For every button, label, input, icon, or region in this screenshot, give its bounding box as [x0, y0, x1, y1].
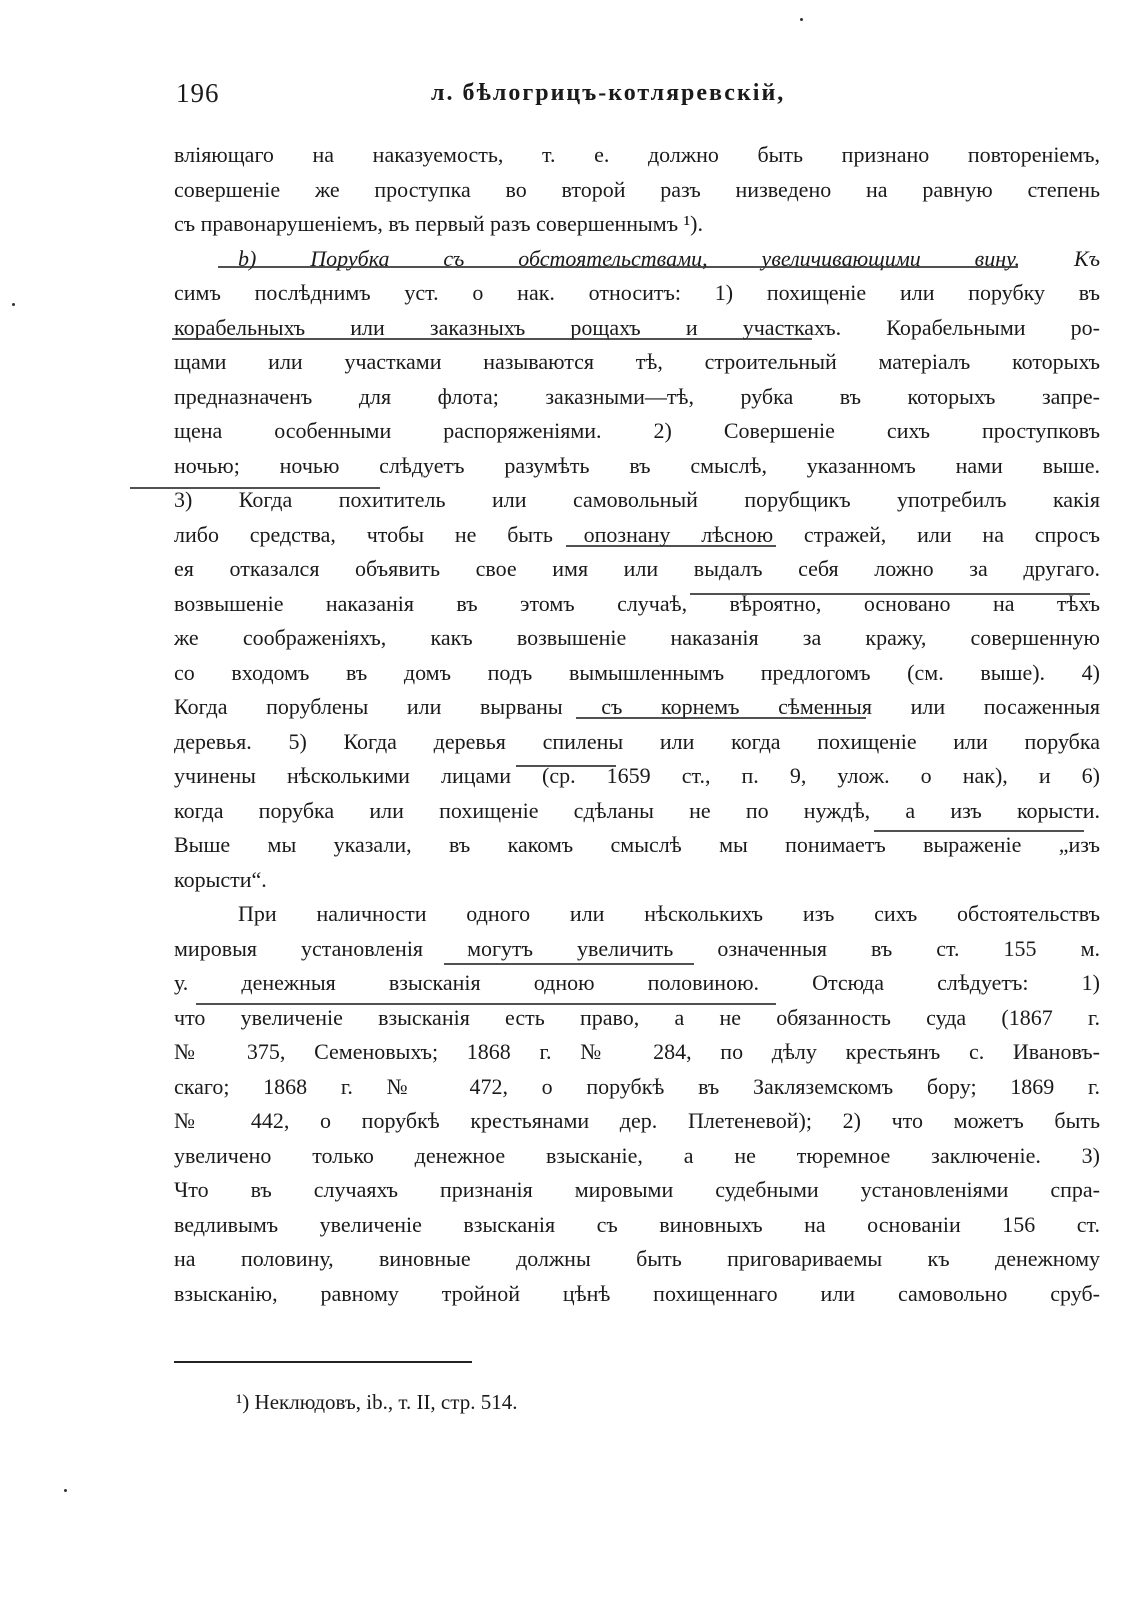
text-line: вліяющаго на наказуемость, т. е. должно быть признано повтореніемъ,: [174, 142, 1100, 167]
text-line: Выше мы указали, въ какомъ смыслѣ мы понимаетъ выраженіе „изъ: [174, 832, 1100, 857]
text-line: что увеличеніе взысканія есть право, а не обязанность суда (1867 г.: [174, 1004, 1100, 1030]
footnote: ¹) Неклюдовъ, ib., т. II, стр. 514.: [236, 1390, 518, 1414]
text-line: учинены нѣсколькими лицами (ср. 1659 ст., п. 9, улож. о нак), и 6): [174, 763, 1100, 788]
text-line: на половину, виновные должны быть приговариваемы къ денежному: [174, 1246, 1100, 1271]
body-text: [174, 138, 1100, 1311]
text-line: При наличности одного или нѣсколькихъ изъ сихъ обстоятельствъ: [238, 901, 1100, 926]
text-line: предназначенъ для флота; заказными—тѣ, рубка въ которыхъ запре-: [174, 383, 1100, 409]
pencil-underline: [130, 487, 380, 489]
text-line: либо средства, чтобы не быть опознану лѣсною стражей, или на спросъ: [174, 521, 1100, 547]
text-line: у. денежныя взысканія одною половиною. Отсюда слѣдуетъ: 1): [174, 970, 1100, 995]
text-line: ночью; ночью слѣдуетъ разумѣть въ смыслѣ, указанномъ нами выше.: [174, 452, 1100, 478]
scan-speck: [64, 1489, 67, 1492]
pencil-underline: [196, 1003, 776, 1005]
text-line: № 442, о порубкѣ крестьянами дер. Плетеневой); 2) что можетъ быть: [174, 1108, 1100, 1133]
scan-speck: [12, 303, 15, 306]
scan-speck: [800, 18, 803, 21]
footnote-rule: [174, 1361, 472, 1363]
text-line: взысканію, равному тройной цѣнѣ похищеннаго или самовольно сруб-: [174, 1280, 1100, 1306]
text-line: ведливымъ увеличеніе взысканія съ виновныхъ на основаніи 156 ст.: [174, 1211, 1100, 1237]
pencil-underline: [690, 593, 1090, 595]
pencil-underline: [516, 765, 616, 767]
text-line: съ правонарушеніемъ, въ первый разъ совершеннымъ ¹).: [174, 211, 704, 236]
text-line: ея отказался объявить свое имя или выдалъ себя ложно за другаго.: [174, 556, 1100, 581]
text-line: когда порубка или похищеніе сдѣланы не по нуждѣ, а изъ корысти.: [174, 797, 1100, 823]
text-line: увеличено только денежное взысканіе, а не тюремное заключеніе. 3): [174, 1142, 1100, 1168]
pencil-underline: [172, 338, 812, 340]
text-line: скаго; 1868 г. № 472, о порубкѣ въ Закляземскомъ бору; 1869 г.: [174, 1073, 1100, 1099]
pencil-underline: [444, 963, 694, 965]
text-line: со входомъ въ домъ подъ вымышленнымъ предлогомъ (см. выше). 4): [174, 659, 1100, 685]
text-line: Когда порублены или вырваны съ корнемъ сѣменныя или посаженныя: [174, 694, 1100, 719]
pencil-underline: [566, 545, 776, 547]
text-line: щена особенными распоряженіями. 2) Совершеніе сихъ проступковъ: [174, 418, 1100, 443]
text-line: Что въ случаяхъ признанія мировыми судебными установленіями спра-: [174, 1177, 1100, 1202]
page-header: [176, 78, 1096, 118]
text-line: 3) Когда похититель или самовольный порубщикъ употребилъ какія: [174, 487, 1100, 512]
running-head: л. бѣлогрицъ-котляревскій,: [431, 80, 786, 106]
section-heading-line: b) Порубка съ обстоятельствами, увеличивающими вину. Къ: [238, 245, 1100, 271]
text-line: щами или участками называются тѣ, строительный матеріалъ которыхъ: [174, 349, 1100, 374]
page-number: 196: [176, 78, 220, 108]
pencil-underline: [218, 266, 1018, 268]
text-line: корысти“.: [174, 866, 267, 892]
text-line: корабельныхъ или заказныхъ рощахъ и участкахъ. Корабельными ро-: [174, 314, 1100, 340]
pencil-underline: [874, 830, 1084, 832]
pencil-underline: [576, 717, 866, 719]
text-line: мировыя установленія могутъ увеличить означенныя въ ст. 155 м.: [174, 935, 1100, 961]
text-line: № 375, Семеновыхъ; 1868 г. № 284, по дѣлу крестьянъ с. Ивановъ-: [174, 1039, 1100, 1064]
text-line: симъ послѣднимъ уст. о нак. относитъ: 1) похищеніе или порубку въ: [174, 280, 1100, 305]
text-line: возвышеніе наказанія въ этомъ случаѣ, вѣроятно, основано на тѣхъ: [174, 590, 1100, 616]
text-line: же соображеніяхъ, какъ возвышеніе наказанія за кражу, совершенную: [174, 625, 1100, 650]
text-line: совершеніе же проступка во второй разъ низведено на равную степень: [174, 176, 1100, 202]
text-line: деревья. 5) Когда деревья спилены или когда похищеніе или порубка: [174, 728, 1100, 754]
